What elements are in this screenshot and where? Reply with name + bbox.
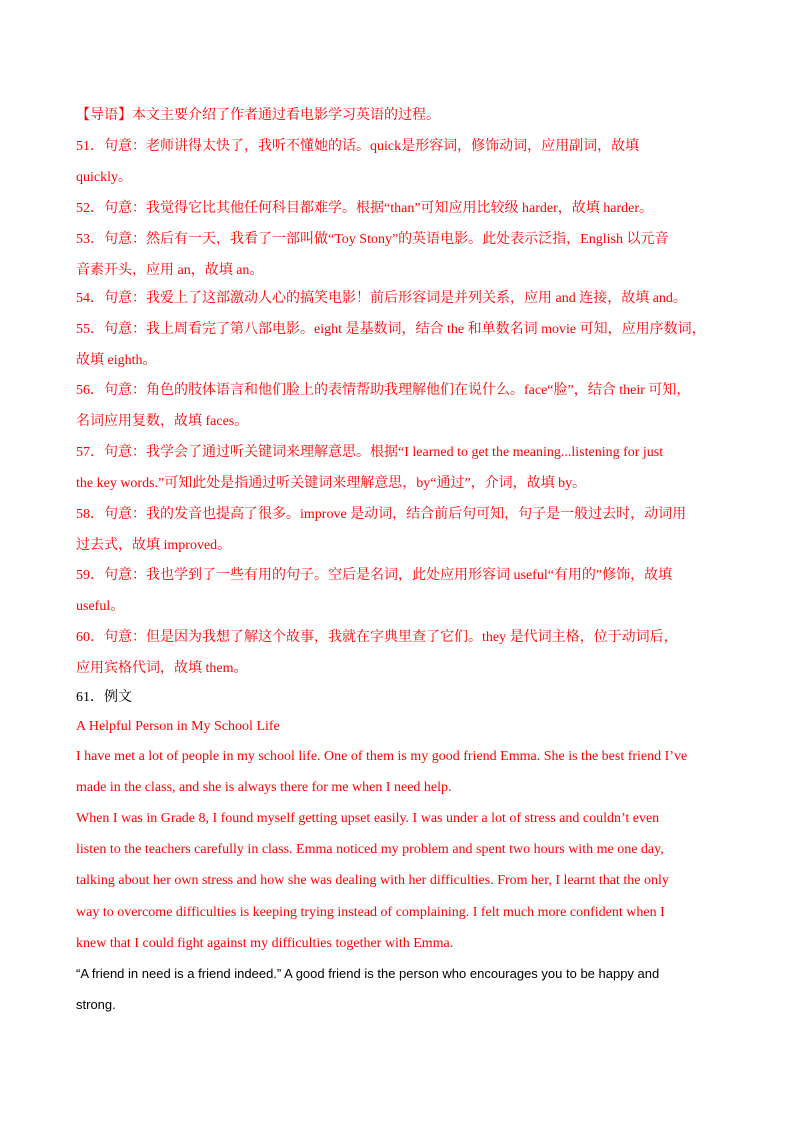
answer-55-line-2: 故填 eighth。 <box>76 353 157 368</box>
answer-60-line-2: 应用宾格代词，故填 them。 <box>76 661 248 676</box>
answer-57-line-2: the key words.”可知此处是指通过听关键词来理解意思，by“通过”，介词，故填 by。 <box>76 476 587 491</box>
answer-51-line-1: 51．句意：老师讲得太快了，我听不懂她的话。quick是形容词，修饰动词，应用副词，故填 <box>76 139 640 154</box>
essay-line-6: way to overcome difficulties is keeping trying instead of complaining. I felt much more confident when I <box>76 905 665 920</box>
answer-59-line-1: 59．句意：我也学到了一些有用的句子。空后是名词，此处应用形容词 useful“有用的”修饰，故填 <box>76 568 673 583</box>
answer-61-heading: 61．例文 <box>76 690 132 705</box>
essay-line-2: made in the class, and she is always there for me when I need help. <box>76 780 452 795</box>
essay-line-7: knew that I could fight against my difficulties together with Emma. <box>76 936 454 951</box>
answer-59-line-2: useful。 <box>76 599 125 614</box>
essay-line-5: talking about her own stress and how she was dealing with her difficulties. From her, I learnt that the only <box>76 873 669 888</box>
answer-58-line-1: 58．句意：我的发音也提高了很多。improve 是动词，结合前后句可知，句子是一般过去时，动词用 <box>76 507 687 522</box>
answer-53-line-1: 53．句意：然后有一天，我看了一部叫做“Toy Stony”的英语电影。此处表示泛指，English 以元音 <box>76 232 669 247</box>
answer-57-line-1: 57．句意：我学会了通过听关键词来理解意思。根据“I learned to get the meaning...listening for just <box>76 445 664 460</box>
quote-line-1: “A friend in need is a friend indeed.” A good friend is the person who encourages you to be happy and <box>76 966 660 981</box>
answer-53-line-2: 音素开头，应用 an，故填 an。 <box>76 263 264 278</box>
essay-title: A Helpful Person in My School Life <box>76 719 280 734</box>
essay-line-1: I have met a lot of people in my school life. One of them is my good friend Emma. She is the best friend I’ve <box>76 749 688 764</box>
essay-line-4: listen to the teachers carefully in class. Emma noticed my problem and spent two hours with me one day, <box>76 842 664 857</box>
answer-52-line-1: 52．句意：我觉得它比其他任何科目都难学。根据“than”可知应用比较级 harder，故填 harder。 <box>76 201 654 216</box>
answer-56-line-1: 56．句意：角色的肢体语言和他们脸上的表情帮助我理解他们在说什么。face“脸”，结合 their 可知， <box>76 383 691 398</box>
answer-51-line-2: quickly。 <box>76 170 132 185</box>
answer-56-line-2: 名词应用复数，故填 faces。 <box>76 414 249 429</box>
essay-line-3: When I was in Grade 8, I found myself getting upset easily. I was under a lot of stress and couldn’t even <box>76 811 660 826</box>
quote-line-2: strong. <box>76 997 116 1012</box>
answer-55-line-1: 55．句意：我上周看完了第八部电影。eight 是基数词，结合 the 和单数名词 movie 可知，应用序数词， <box>76 322 706 337</box>
intro-line: 【导语】本文主要介绍了作者通过看电影学习英语的过程。 <box>76 108 440 123</box>
answer-60-line-1: 60．句意：但是因为我想了解这个故事，我就在字典里查了它们。they 是代词主格，位于动词后， <box>76 630 678 645</box>
answer-58-line-2: 过去式，故填 improved。 <box>76 538 232 553</box>
answer-54-line-1: 54．句意：我爱上了这部激动人心的搞笑电影！前后形容词是并列关系，应用 and 连接，故填 and。 <box>76 291 687 306</box>
